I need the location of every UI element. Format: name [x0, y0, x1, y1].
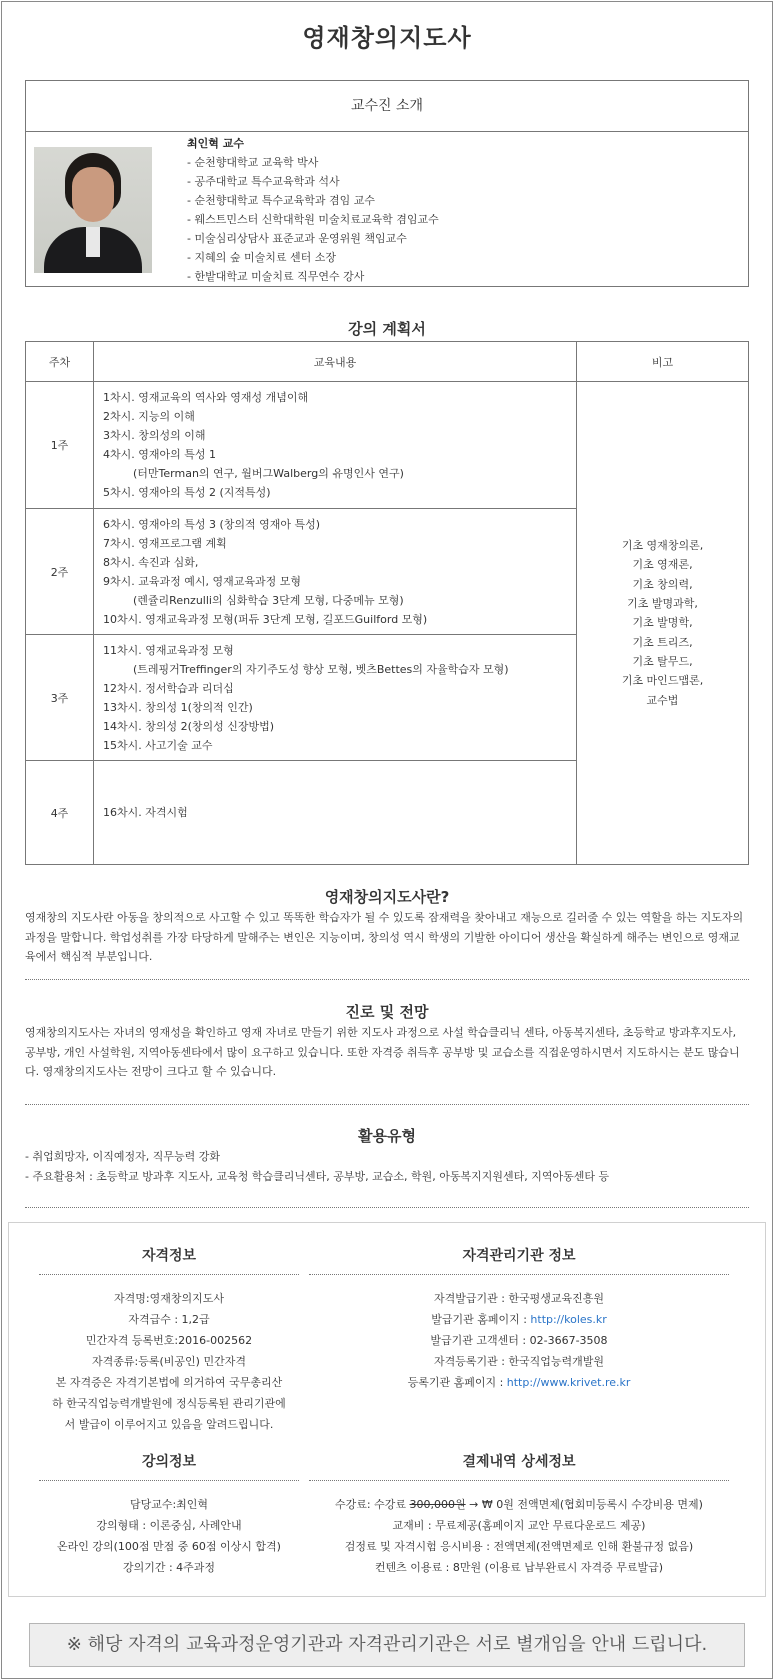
- divider: [25, 1104, 749, 1105]
- career-item: - 미술심리상담사 표준교과 운영위원 책임교수: [187, 232, 407, 245]
- about-title: 영재창의지도사란?: [324, 888, 450, 906]
- info-panel: [8, 1222, 766, 1597]
- table-row: [26, 382, 749, 509]
- lecture-info-line: 강의형태 : 이론중심, 사례안내: [96, 1519, 242, 1532]
- content-line: 15차시. 사고기술 교수: [103, 738, 213, 752]
- career-item: - 한밭대학교 미술치료 직무연수 강사: [187, 270, 365, 283]
- content-line: 1차시. 영재교육의 역사와 영재성 개념이해: [103, 391, 309, 404]
- content-line: 14차시. 창의성 2(창의성 신장방법): [103, 719, 275, 733]
- content-line: 5차시. 영재아의 특성 2 (지적특성): [103, 486, 271, 499]
- week-cell: 2주: [26, 509, 94, 635]
- career-item: - 공주대학교 특수교육학과 석사: [187, 175, 340, 188]
- content-line: 3차시. 창의성의 이해: [103, 429, 206, 442]
- support-line: 발급기관 고객센터 : 02-3667-3508: [430, 1334, 608, 1347]
- usage-line: - 취업희망자, 이직예정자, 직무능력 강화: [25, 1150, 220, 1163]
- content-line: (트레핑거Treffinger의 자기주도성 향상 모형, 벳츠Bettes의 자율학습자 모형): [133, 662, 509, 676]
- week-cell: 3주: [26, 635, 94, 761]
- plan-table: [25, 341, 749, 865]
- professor-box: [25, 80, 749, 287]
- content-line: 7차시. 영재프로그램 계획: [103, 536, 227, 550]
- cert-info: [39, 1245, 299, 1435]
- note-line: 기초 발명과학,: [627, 597, 698, 611]
- content-line: 12차시. 정서학습과 리더십: [103, 681, 234, 695]
- content-cell: [94, 761, 577, 865]
- career-path-text: 영재창의지도사는 자녀의 영재성을 확인하고 영재 자녀로 만들기 위한 지도사 과정으로 사설 학습클리닉 센타, 아동복지센타, 초등학교 방과후지도사, 공부방, 개인 사설학원, 지역아동센타에서 많이 요구하고 있습니다. 또한 자격증 취득후 공부방 및 교습소를 직접운영하시면서 지도하시는 분도 많습니다. 영재창의지도사는 전망이 크다고 할 수 있습니다.: [25, 1026, 740, 1078]
- divider: [25, 1207, 749, 1208]
- career-item: - 순천향대학교 특수교육학과 겸임 교수: [187, 194, 375, 207]
- content-line: 2차시. 지능의 이해: [103, 410, 195, 423]
- registrar-homepage-link[interactable]: http://www.krivet.re.kr: [506, 1376, 631, 1389]
- career-item: - 웨스트민스터 신학대학원 미술치료교육학 겸임교수: [187, 213, 439, 226]
- lecture-info-title: 강의정보: [39, 1451, 299, 1481]
- usage-title: 활용유형: [358, 1127, 416, 1145]
- note-line: 기초 영재창의론,: [621, 539, 704, 553]
- agency-info: [309, 1245, 729, 1393]
- lecture-info: [39, 1451, 299, 1578]
- cert-info-line: 민간자격 등록번호:2016-002562: [85, 1334, 253, 1347]
- lecture-info-line: 강의기간 : 4주과정: [122, 1561, 216, 1574]
- content-line: 8차시. 속진과 심화,: [103, 555, 199, 569]
- note-line: 기초 창의력,: [632, 577, 693, 591]
- content-line: 10차시. 영재교육과정 모형(퍼듀 3단계 모형, 길포드Guilford 모형): [103, 612, 428, 626]
- content-line: 16차시. 자격시험: [103, 806, 188, 819]
- content-cell: [94, 509, 577, 635]
- lecture-info-line: 온라인 강의(100점 만점 중 60점 이상시 합격): [57, 1540, 281, 1553]
- header-content: 교육내용: [94, 342, 577, 382]
- usage-list: [25, 1147, 749, 1186]
- content-cell: [94, 635, 577, 761]
- note-line: 기초 영재론,: [632, 558, 693, 572]
- content-line: 4차시. 영재아의 특성 1: [103, 448, 216, 461]
- content-line: 11차시. 영재교육과정 모형: [103, 643, 234, 657]
- professor-name: 최인혁 교수: [187, 137, 244, 150]
- note-line: 교수법: [646, 693, 679, 707]
- lecture-info-line: 담당교수:최인혁: [129, 1498, 209, 1511]
- registrar-homepage-line: 등록기관 홈페이지 : http://www.krivet.re.kr: [407, 1376, 631, 1389]
- payment-info-title: 결제내역 상세정보: [309, 1451, 729, 1481]
- original-fee: 300,000원: [409, 1498, 466, 1511]
- cert-info-line: 자격종류:등록(비공인) 민간자격: [92, 1355, 246, 1368]
- cert-info-line: 서 발급이 이루어지고 있음을 알려드립니다.: [64, 1418, 274, 1431]
- content-line: (터만Terman의 연구, 월버그Walberg의 유명인사 연구): [133, 467, 404, 480]
- registrar-line: 자격등록기관 : 한국직업능력개발원: [433, 1355, 605, 1368]
- cert-info-line: 하 한국직업능력개발원에 정식등록된 관리기관에: [52, 1397, 286, 1410]
- usage-line: - 주요활용처 : 초등학교 방과후 지도사, 교육청 학습클리닉센타, 공부방, 교습소, 학원, 아동복지지원센타, 지역아동센타 등: [25, 1169, 610, 1183]
- career-path-title: 진로 및 전망: [345, 1003, 429, 1021]
- week-cell: 1주: [26, 382, 94, 509]
- payment-info: [309, 1451, 729, 1578]
- homepage-line: 발급기관 홈페이지 : http://koles.kr: [431, 1313, 607, 1326]
- about-text: 영재창의 지도사란 아동을 창의적으로 사고할 수 있고 똑똑한 학습자가 될 수 있도록 잠재력을 찾아내고 재능으로 길러줄 수 있는 역할을 하는 지도자의 과정을 말합니다. 학업성취를 가장 타당하게 말해주는 변인은 지능이며, 창의성 역시 학생의 기발한 아이디어 생산을 확실하게 해주는 변인으로 영재교육에서 핵심적 부분입니다.: [25, 911, 744, 963]
- payment-info-line: 교재비 : 무료제공(홈페이지 교안 무료다운로드 제공): [392, 1519, 646, 1532]
- professor-heading: 교수진 소개: [26, 81, 748, 132]
- cert-info-line: 본 자격증은 자격기본법에 의거하여 국무총리산: [55, 1376, 283, 1389]
- content-line: 6차시. 영재아의 특성 3 (창의적 영재아 특성): [103, 517, 321, 531]
- cert-info-title: 자격정보: [39, 1245, 299, 1275]
- content-line: (렌쥴리Renzulli의 심화학습 3단계 모형, 다중메뉴 모형): [133, 593, 404, 607]
- week-cell: 4주: [26, 761, 94, 865]
- page-title: 영재창의지도사: [302, 24, 472, 52]
- career-item: - 지혜의 숲 미술치료 센터 소장: [187, 251, 336, 264]
- issuer-name: 한국평생교육진흥원: [508, 1292, 605, 1305]
- header-note: 비고: [577, 342, 749, 382]
- professor-photo: [34, 147, 152, 273]
- header-week: 주차: [26, 342, 94, 382]
- career-item: - 순천향대학교 교육학 박사: [187, 156, 319, 169]
- professor-career-list: [187, 153, 439, 286]
- content-line: 9차시. 교육과정 예시, 영재교육과정 모형: [103, 574, 301, 588]
- note-line: 기초 발명학,: [632, 616, 693, 630]
- content-cell: [94, 382, 577, 509]
- content-line: 13차시. 창의성 1(창의적 인간): [103, 700, 253, 714]
- notice-banner: ※ 해당 자격의 교육과정운영기관과 자격관리기관은 서로 별개임을 안내 드립니다.: [29, 1623, 745, 1667]
- payment-info-line: 컨텐츠 이용료 : 8만원 (이용료 납부완료시 자격증 무료발급): [374, 1561, 664, 1574]
- note-line: 기초 트리즈,: [632, 635, 693, 649]
- cert-info-line: 자격급수 : 1,2급: [128, 1313, 210, 1326]
- plan-title: 강의 계획서: [348, 320, 426, 338]
- agency-info-title: 자격관리기관 정보: [309, 1245, 729, 1275]
- issuer-homepage-link[interactable]: http://koles.kr: [530, 1313, 607, 1326]
- note-line: 기초 탈무드,: [632, 654, 693, 668]
- issuer-line: 자격발급기관 : 한국평생교육진흥원: [433, 1292, 605, 1305]
- note-line: 기초 마인드맵론,: [621, 674, 704, 688]
- fee-line: 수강료: 수강료 300,000원 → ₩ 0원 전액면제(협회미등록시 수강비용 면제): [335, 1498, 703, 1511]
- cert-info-line: 자격명:영재창의지도사: [114, 1292, 224, 1305]
- divider: [25, 979, 749, 980]
- note-cell: [577, 382, 749, 865]
- payment-info-line: 검정료 및 자격시험 응시비용 : 전액면제(전액면제로 인해 환불규정 없음): [344, 1540, 694, 1553]
